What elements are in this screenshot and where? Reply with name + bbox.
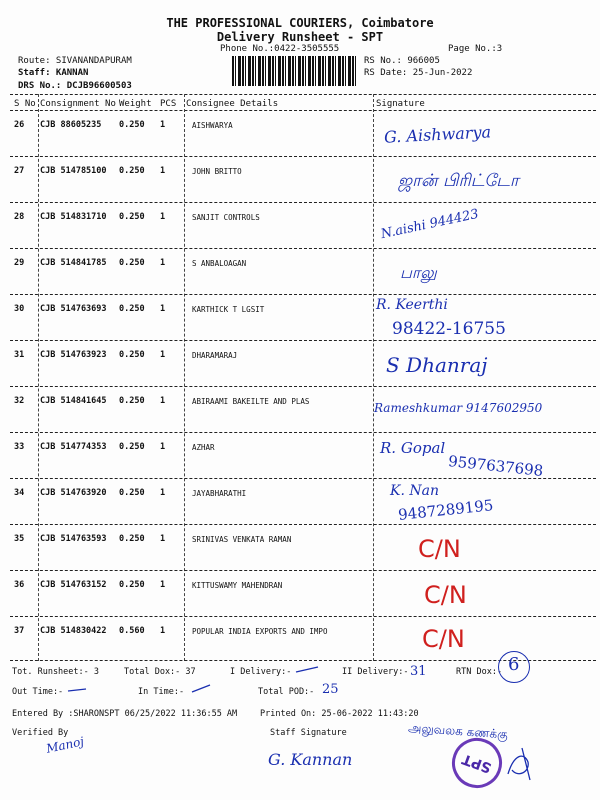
table-row [0, 111, 600, 156]
row-signature: C/N [422, 625, 465, 653]
row-sno: 26 [14, 120, 25, 130]
row-consignment: CJB 514763152 [40, 580, 107, 590]
row-consignment: CJB 514785100 [40, 166, 107, 176]
row-consignee: KARTHICK T LGSIT [192, 305, 265, 314]
rtn-dox: RTN Dox:- [456, 667, 503, 677]
row-signature: R. Keerthi [376, 297, 448, 313]
row-sno: 28 [14, 212, 25, 222]
document-title: Delivery Runsheet - SPT [216, 30, 384, 44]
blank-dash-mark [190, 682, 212, 694]
row-weight: 0.250 [119, 350, 145, 360]
row-consignee: AISHWARYA [192, 121, 233, 130]
row-consignment: CJB 514763923 [40, 350, 107, 360]
table-top-rule [10, 94, 596, 95]
row-weight: 0.250 [119, 396, 145, 406]
row-sno: 32 [14, 396, 25, 406]
row-consignment: CJB 88605235 [40, 120, 102, 130]
row-signature: N.aishi 944423 [379, 206, 481, 243]
ii-delivery-value: 31 [410, 664, 427, 679]
table-row [0, 525, 600, 570]
staff-handwritten-signature: G. Kannan [268, 750, 353, 769]
tot-runsheet: Tot. Runsheet:- 3 [12, 667, 99, 677]
row-signature: C/N [418, 535, 461, 563]
row-pcs: 1 [160, 626, 166, 636]
row-consignment: CJB 514830422 [40, 626, 107, 636]
row-pcs: 1 [160, 442, 166, 452]
row-sno: 29 [14, 258, 25, 268]
page-number: Page No.:3 [448, 44, 503, 54]
row-weight: 0.250 [119, 442, 145, 452]
handwritten-scribble [504, 744, 534, 784]
row-consignee: S ANBALOAGAN [192, 259, 247, 268]
table-row [0, 571, 600, 616]
drs-number: DRS No.: DCJB96600503 [18, 81, 132, 91]
rs-number: RS No.: 966005 [364, 56, 440, 66]
table-row [0, 387, 600, 432]
row-sno: 31 [14, 350, 25, 360]
row-consignment: CJB 514763693 [40, 304, 107, 314]
col-header-consignment: Consignment No [40, 99, 116, 109]
tamil-handwritten-note: அலுவலக கணக்கு [407, 720, 509, 742]
col-header-consignee: Consignee Details [186, 99, 279, 109]
row-pcs: 1 [160, 258, 166, 268]
row-consignment: CJB 514841785 [40, 258, 107, 268]
col-header-signature: Signature [376, 99, 425, 109]
row-signature: G. Aishwarya [383, 122, 492, 147]
col-header-weight: Weight [119, 99, 152, 109]
total-dox: Total Dox:- 37 [124, 667, 196, 677]
row-signature: ஜான் பிரிட்டோ [398, 171, 519, 191]
row-consignee: JAYABHARATHI [192, 489, 247, 498]
table-row [0, 249, 600, 294]
row-pcs: 1 [160, 304, 166, 314]
table-row [0, 157, 600, 202]
row-consignment: CJB 514774353 [40, 442, 107, 452]
row-pcs: 1 [160, 212, 166, 222]
row-weight: 0.250 [119, 488, 145, 498]
row-consignee: SRINIVAS VENKATA RAMAN [192, 535, 292, 544]
row-pcs: 1 [160, 350, 166, 360]
row-weight: 0.250 [119, 120, 145, 130]
row-weight: 0.250 [119, 166, 145, 176]
verifier-signature: Manoj [44, 734, 86, 756]
table-row [0, 295, 600, 340]
table-row [0, 203, 600, 248]
verified-by-label: Verified By [12, 728, 69, 738]
row-consignment: CJB 514841645 [40, 396, 107, 406]
staff: Staff: KANNAN [18, 68, 89, 78]
total-pod: Total POD:- [258, 687, 315, 697]
row-weight: 0.250 [119, 258, 145, 268]
row-weight: 0.250 [119, 304, 145, 314]
ii-delivery: II Delivery:- [342, 667, 409, 677]
col-header-pcs: PCS [160, 99, 177, 109]
col-header-sno: S No [14, 99, 36, 109]
staff-signature-label: Staff Signature [270, 728, 347, 738]
row-sno: 34 [14, 488, 25, 498]
entered-by: Entered By :SHARONSPT 06/25/2022 11:36:55 AM [12, 709, 238, 719]
barcode [232, 56, 358, 86]
route: Route: SIVANANDAPURAM [18, 56, 132, 66]
row-pcs: 1 [160, 166, 166, 176]
company-name: THE PROFESSIONAL COURIERS, Coimbatore [166, 16, 434, 30]
row-signature-phone: 9597637698 [447, 452, 545, 480]
in-time: In Time:- [138, 687, 185, 697]
table-row [0, 433, 600, 478]
row-signature-phone: 98422-16755 [392, 319, 506, 339]
row-pcs: 1 [160, 534, 166, 544]
row-consignee: KITTUSWAMY MAHENDRAN [192, 581, 283, 590]
row-pcs: 1 [160, 396, 166, 406]
spt-stamp: SPT [445, 731, 509, 795]
phone-number: Phone No.:0422-3505555 [220, 44, 340, 54]
total-pod-value: 25 [322, 682, 339, 697]
row-consignment: CJB 514831710 [40, 212, 107, 222]
row-weight: 0.250 [119, 212, 145, 222]
row-sno: 30 [14, 304, 25, 314]
blank-dash-mark [66, 684, 88, 694]
row-sno: 37 [14, 626, 25, 636]
blank-dash-mark [294, 664, 320, 674]
printed-on: Printed On: 25-06-2022 11:43:20 [260, 709, 419, 719]
row-signature: S Dhanraj [386, 353, 488, 377]
row-consignment: CJB 514763920 [40, 488, 107, 498]
row-consignee: DHARAMARAJ [192, 351, 238, 360]
row-pcs: 1 [160, 120, 166, 130]
i-delivery: I Delivery:- [230, 667, 292, 677]
row-consignee: SANJIT CONTROLS [192, 213, 260, 222]
row-signature: பாலு [400, 263, 437, 282]
row-sno: 27 [14, 166, 25, 176]
table-row [0, 479, 600, 524]
row-weight: 0.250 [119, 580, 145, 590]
row-consignment: CJB 514763593 [40, 534, 107, 544]
row-consignee: JOHN BRITTO [192, 167, 242, 176]
row-consignee: AZHAR [192, 443, 215, 452]
row-consignee: ABIRAAMI BAKEILTE AND PLAS [192, 397, 310, 406]
row-weight: 0.250 [119, 534, 145, 544]
rs-date: RS Date: 25-Jun-2022 [364, 68, 473, 78]
row-sno: 36 [14, 580, 25, 590]
row-signature: C/N [424, 581, 467, 609]
row-pcs: 1 [160, 488, 166, 498]
row-consignee: POPULAR INDIA EXPORTS AND IMPO [192, 627, 328, 636]
row-signature: Rameshkumar 9147602950 [374, 401, 543, 415]
row-sno: 33 [14, 442, 25, 452]
row-signature-phone: 9487289195 [397, 496, 495, 524]
row-signature: R. Gopal [380, 439, 446, 457]
rtn-dox-value: 6 [508, 654, 520, 675]
out-time: Out Time:- [12, 687, 64, 697]
row-pcs: 1 [160, 580, 166, 590]
table-row [0, 341, 600, 386]
row-signature: K. Nan [390, 483, 439, 499]
row-weight: 0.560 [119, 626, 145, 636]
row-sno: 35 [14, 534, 25, 544]
